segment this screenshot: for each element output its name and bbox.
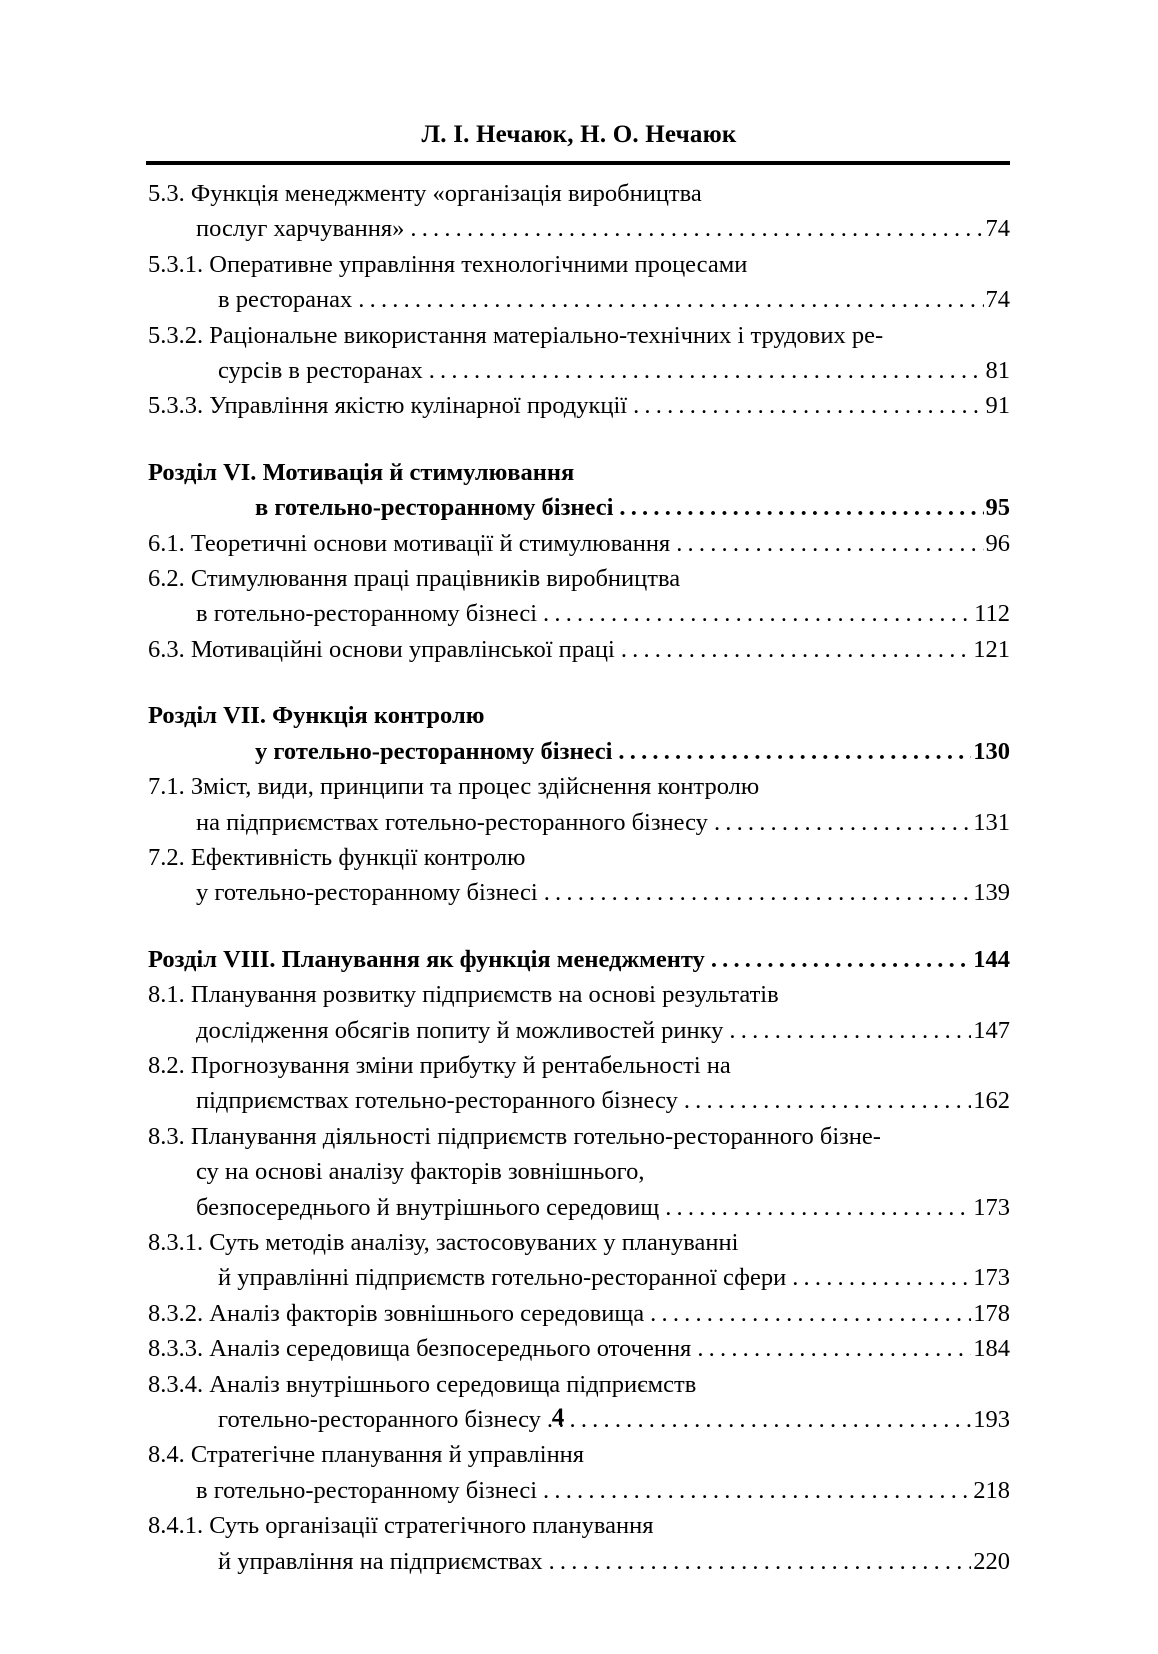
toc-section-entry[interactable] (148, 632, 1010, 667)
toc-line (148, 942, 1010, 977)
toc-line (148, 769, 1010, 804)
toc-line (148, 596, 1010, 631)
toc-entry-title: в готельно-ресторанному бізнесі (196, 1476, 538, 1504)
toc-entry-title: сурсів в ресторанах (218, 357, 423, 385)
toc-line (148, 388, 1010, 423)
toc-entry-title: Мотивація й стимулювання (262, 458, 575, 486)
toc-entry-title: Стимулювання праці працівників виробництва (190, 565, 681, 593)
toc-page-number: 74 (985, 286, 1010, 314)
toc-line (148, 875, 1010, 910)
dot-leader (410, 211, 983, 246)
toc-section-entry[interactable] (148, 1331, 1010, 1366)
toc-entry-number: 8.3. (148, 1122, 191, 1150)
dot-leader (711, 942, 971, 977)
toc-line (148, 318, 1010, 353)
toc-entry-number: 8.1. (148, 981, 191, 1009)
toc-entry-title: Теоретичні основи мотивації й стимулювання (190, 529, 671, 557)
dot-leader (543, 596, 972, 631)
toc-line (148, 1154, 1010, 1189)
toc-entry-number: 8.4.1. (148, 1512, 210, 1540)
toc-section-entry[interactable] (148, 388, 1010, 423)
toc-page-number: 173 (973, 1264, 1010, 1292)
toc-page-number: 121 (973, 635, 1010, 663)
toc-section-entry[interactable] (148, 1437, 1010, 1508)
toc-page-number: 178 (973, 1299, 1010, 1327)
toc-line (148, 1225, 1010, 1260)
toc-entry-title: дослідження обсягів попиту й можливостей ринку (196, 1016, 724, 1044)
toc-line (148, 1119, 1010, 1154)
toc-entry-number: 8.4. (148, 1441, 191, 1469)
toc-entry-title: су на основі аналізу факторів зовнішнього, (196, 1158, 645, 1186)
toc-entry-number: 6.1. (148, 529, 191, 557)
toc-line (148, 211, 1010, 246)
toc-page-number: 162 (973, 1087, 1010, 1115)
toc-chapter-entry[interactable] (148, 698, 1010, 769)
toc-entry-number: 8.3.4. (148, 1370, 210, 1398)
toc-entry-number: 8.2. (148, 1051, 191, 1079)
toc-entry-title: Управління якістю кулінарної продукції (209, 392, 628, 420)
toc-line (148, 1473, 1010, 1508)
header-rule (146, 161, 1010, 165)
toc-entry-title: Суть методів аналізу, застосовуваних у плануванні (209, 1228, 739, 1256)
toc-section-entry[interactable] (148, 318, 1010, 389)
toc-entry-number: 5.3. (148, 180, 191, 207)
toc-section-entry[interactable] (148, 1048, 1010, 1119)
toc-entry-title: в готельно-ресторанному бізнесі (255, 494, 614, 522)
toc-entry-title: Планування діяльності підприємств готельно-ресторанного бізне- (190, 1122, 881, 1150)
toc-entry-title: Прогнозування зміни прибутку й рентабельності на (190, 1051, 731, 1079)
dot-leader (543, 1473, 971, 1508)
toc-entry-title: Раціональне використання матеріально-технічних і трудових ре- (209, 321, 884, 349)
toc-entry-number: 8.3.2. (148, 1299, 210, 1327)
toc-section-entry[interactable] (148, 1508, 1010, 1579)
toc-line (148, 561, 1010, 596)
dot-leader (714, 805, 971, 840)
toc-section-entry[interactable] (148, 977, 1010, 1048)
dot-leader (619, 490, 983, 525)
toc-line (148, 805, 1010, 840)
toc-entry-title: готельно-ресторанного бізнесу (218, 1406, 541, 1433)
section-gap (148, 667, 1010, 698)
toc-section-entry[interactable] (148, 1119, 1010, 1225)
toc-entry-title: безпосереднього й внутрішнього середовищ (196, 1193, 660, 1221)
toc-section-entry[interactable] (148, 769, 1010, 840)
toc-line (148, 247, 1010, 282)
toc-entry-number: Розділ VIII. (148, 945, 282, 973)
dot-leader (697, 1331, 971, 1366)
section-gap (148, 911, 1010, 942)
toc-entry-number: 7.2. (148, 843, 191, 871)
dot-leader (792, 1260, 971, 1295)
toc-entry-title: підприємствах готельно-ресторанного бізнесу (196, 1087, 678, 1115)
table-of-contents (148, 176, 1010, 1579)
toc-line (148, 1508, 1010, 1543)
toc-entry-title: Функція менеджменту «організація виробництва (190, 180, 702, 207)
dot-leader (429, 353, 984, 388)
toc-entry-title: й управлінні підприємств готельно-ресторанної сфери (218, 1264, 787, 1292)
toc-entry-title: Функція контролю (272, 702, 485, 730)
toc-page-number: 144 (973, 945, 1010, 973)
toc-entry-title: послуг харчування» (196, 215, 405, 243)
toc-page-number: 147 (973, 1016, 1010, 1044)
toc-page-number: 131 (973, 808, 1010, 836)
toc-line (148, 734, 1010, 769)
toc-line (148, 840, 1010, 875)
toc-line (148, 1437, 1010, 1472)
toc-entry-title: Зміст, види, принципи та процес здійснення контролю (190, 773, 760, 801)
toc-entry-title: в готельно-ресторанному бізнесі (196, 600, 538, 628)
toc-line (148, 977, 1010, 1012)
running-head: Л. І. Нечаюк, Н. О. Нечаюк (421, 121, 737, 148)
toc-entry-number: Розділ VI. (148, 458, 263, 486)
toc-page-number: 130 (973, 737, 1010, 765)
toc-line (148, 1048, 1010, 1083)
toc-line (148, 526, 1010, 561)
toc-entry-number: 5.3.3. (148, 392, 210, 420)
toc-section-entry[interactable] (148, 840, 1010, 911)
dot-leader (633, 388, 983, 423)
toc-section-entry[interactable] (148, 1296, 1010, 1331)
toc-entry-title: у готельно-ресторанному бізнесі (196, 879, 538, 907)
toc-entry-number: 5.3.1. (148, 250, 210, 278)
toc-entry-title: Планування як функція менеджменту (281, 945, 705, 973)
toc-section-entry[interactable] (148, 247, 1010, 318)
toc-line (148, 1260, 1010, 1295)
toc-entry-title: Аналіз факторів зовнішнього середовища (209, 1299, 645, 1327)
toc-page-number: 81 (985, 357, 1010, 385)
toc-entry-title: Аналіз середовища безпосереднього оточення (209, 1335, 692, 1363)
toc-entry-title: Стратегічне планування й управління (190, 1441, 585, 1469)
toc-line (148, 1013, 1010, 1048)
toc-line (148, 1367, 1010, 1402)
toc-page-number: 173 (973, 1193, 1010, 1221)
toc-line (148, 282, 1010, 317)
toc-line (148, 698, 1010, 733)
dot-leader (665, 1190, 971, 1225)
toc-page-number: 184 (973, 1335, 1010, 1363)
toc-entry-number: 8.3.1. (148, 1228, 210, 1256)
toc-line (148, 353, 1010, 388)
toc-entry-title: Ефективність функції контролю (190, 843, 526, 871)
toc-page-number: 112 (974, 600, 1010, 628)
toc-entry-number: 8.3.3. (148, 1335, 210, 1363)
toc-page-number: 91 (985, 392, 1010, 420)
toc-line (148, 1296, 1010, 1331)
toc-entry-title: Аналіз внутрішнього середовища підприємств (209, 1370, 697, 1398)
toc-line (148, 1331, 1010, 1366)
toc-section-entry[interactable] (148, 1225, 1010, 1296)
toc-entry-number: 7.1. (148, 773, 191, 801)
toc-section-entry[interactable] (148, 176, 1010, 247)
toc-page-number: 95 (985, 494, 1010, 522)
section-gap (148, 424, 1010, 455)
toc-page-number: 96 (985, 529, 1010, 557)
dot-leader (618, 734, 971, 769)
toc-entry-number: 5.3.2. (148, 321, 210, 349)
dot-leader (621, 632, 971, 667)
toc-entry-title: у готельно-ресторанному бізнесі (255, 737, 613, 765)
toc-entry-title: Оперативне управління технологічними процесами (209, 250, 748, 278)
toc-chapter-entry[interactable] (148, 455, 1010, 526)
toc-line (148, 455, 1010, 490)
toc-line (148, 632, 1010, 667)
dot-leader (549, 1544, 972, 1579)
dot-leader (729, 1013, 971, 1048)
toc-entry-title: й управління на підприємствах (218, 1547, 543, 1575)
dot-leader (684, 1083, 971, 1118)
toc-line (148, 1544, 1010, 1579)
toc-line (148, 176, 1010, 211)
dot-leader (358, 282, 983, 317)
toc-page-number: 139 (973, 879, 1010, 907)
toc-entry-title: Суть організації стратегічного планування (209, 1512, 654, 1540)
dot-leader (650, 1296, 971, 1331)
toc-line (148, 1083, 1010, 1118)
toc-chapter-entry[interactable] (148, 942, 1010, 977)
toc-entry-number: 6.2. (148, 565, 191, 593)
toc-entry-title: в ресторанах (218, 286, 353, 314)
toc-section-entry[interactable] (148, 526, 1010, 561)
dot-leader (676, 526, 983, 561)
toc-entry-title: на підприємствах готельно-ресторанного бізнесу (196, 808, 708, 836)
toc-entry-title: Мотиваційні основи управлінської праці (190, 635, 615, 663)
toc-page-number: 218 (973, 1476, 1010, 1504)
toc-page-number: 193 (973, 1406, 1010, 1433)
toc-line (148, 1190, 1010, 1225)
toc-line (148, 490, 1010, 525)
dot-leader (544, 875, 972, 910)
page-number: 4 (551, 1404, 565, 1431)
toc-entry-number: 6.3. (148, 635, 191, 663)
toc-page-number: 220 (973, 1547, 1010, 1575)
toc-page-number: 74 (985, 215, 1010, 243)
toc-entry-title: Планування розвитку підприємств на основі результатів (190, 981, 779, 1009)
toc-section-entry[interactable] (148, 561, 1010, 632)
toc-entry-number: Розділ VII. (148, 702, 273, 730)
